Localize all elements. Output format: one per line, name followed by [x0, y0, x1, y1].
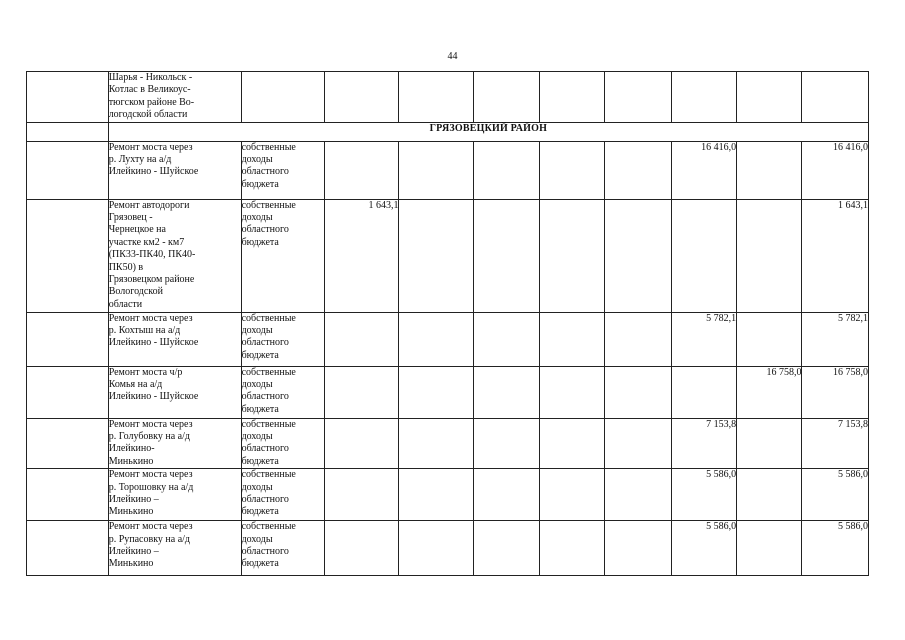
table-cell	[605, 418, 671, 469]
table-cell	[27, 122, 109, 141]
budget-table	[26, 71, 869, 576]
table-cell	[473, 521, 539, 576]
table-cell	[241, 312, 325, 366]
table-cell	[737, 418, 802, 469]
table-row	[27, 72, 869, 123]
value-cell: 1 643,1	[368, 199, 399, 211]
table-cell	[737, 366, 802, 418]
table-cell	[802, 366, 869, 418]
value-cell: 5 586,0	[706, 469, 737, 481]
table-cell	[399, 418, 473, 469]
object-name: Ремонт моста через р. Рупасовку на а/д Илейкино – Минькино	[108, 521, 193, 570]
table-cell	[671, 469, 736, 521]
table-cell	[473, 141, 539, 199]
object-name: Ремонт моста через р. Кохтыш на а/д Илейкино - Шуйское	[108, 312, 199, 349]
table-cell	[802, 141, 869, 199]
funding-source: собственные доходы областного бюджета	[241, 418, 296, 467]
table-cell	[671, 141, 736, 199]
funding-source: собственные доходы областного бюджета	[241, 521, 296, 570]
table-row	[27, 366, 869, 418]
table-cell	[671, 312, 736, 366]
table-cell	[108, 141, 241, 199]
table-cell	[399, 312, 473, 366]
table-cell	[539, 141, 604, 199]
funding-source: собственные доходы областного бюджета	[241, 366, 296, 415]
table-cell	[27, 366, 109, 418]
total-cell: 16 416,0	[833, 141, 868, 153]
table-cell	[671, 199, 736, 312]
table-cell	[539, 199, 604, 312]
table-cell	[473, 312, 539, 366]
table-cell	[399, 72, 473, 123]
table-cell	[737, 521, 802, 576]
funding-source: собственные доходы областного бюджета	[241, 199, 296, 248]
table-cell	[802, 72, 869, 123]
table-cell	[241, 199, 325, 312]
value-cell: 5 586,0	[706, 521, 737, 533]
table-cell	[399, 521, 473, 576]
table-cell	[108, 72, 241, 123]
section-header-row	[27, 122, 869, 141]
table-cell	[671, 72, 736, 123]
table-cell	[241, 469, 325, 521]
object-name: Ремонт моста ч/р Комья на а/д Илейкино - Шуйское	[108, 366, 199, 403]
table-cell	[802, 312, 869, 366]
table-cell	[325, 312, 399, 366]
table-cell	[108, 521, 241, 576]
table-cell	[802, 418, 869, 469]
total-cell: 5 586,0	[838, 521, 868, 533]
table-cell	[605, 312, 671, 366]
table-cell	[399, 141, 473, 199]
table-cell	[325, 366, 399, 418]
table-cell	[325, 141, 399, 199]
total-cell: 1 643,1	[838, 199, 868, 211]
value-cell: 16 416,0	[701, 141, 737, 153]
object-name: Ремонт моста через р. Голубовку на а/д Илейкино- Минькино	[108, 418, 193, 467]
table-cell	[399, 469, 473, 521]
table-cell	[27, 141, 109, 199]
table-cell	[539, 469, 604, 521]
table-cell	[27, 418, 109, 469]
section-title: ГРЯЗОВЕЦКИЙ РАЙОН	[108, 122, 868, 141]
total-cell: 5 586,0	[838, 469, 868, 481]
table-cell	[671, 418, 736, 469]
table-row	[27, 418, 869, 469]
table-cell	[605, 521, 671, 576]
table-cell	[671, 521, 736, 576]
table-cell	[605, 469, 671, 521]
value-cell: 5 782,1	[706, 312, 737, 324]
table-cell	[108, 469, 241, 521]
table-cell	[325, 418, 399, 469]
table-row	[27, 199, 869, 312]
table-cell	[539, 366, 604, 418]
funding-source: собственные доходы областного бюджета	[241, 469, 296, 518]
table-cell	[539, 418, 604, 469]
table-row	[27, 469, 869, 521]
value-cell: 16 758,0	[766, 366, 802, 378]
table-cell	[473, 418, 539, 469]
table-cell	[108, 199, 241, 312]
table-cell	[27, 521, 109, 576]
table-row	[27, 141, 869, 199]
funding-source: собственные доходы областного бюджета	[241, 141, 296, 190]
object-name: Ремонт автодороги Грязовец - Чернецкое на участке км2 - км7 (ПК33-ПК40, ПК40- ПК50) в Грязовецком районе Вологодской области	[108, 199, 196, 310]
table-cell	[737, 469, 802, 521]
table-row	[27, 312, 869, 366]
table-cell	[399, 366, 473, 418]
table-cell	[108, 312, 241, 366]
table-cell	[108, 366, 241, 418]
table-cell	[737, 141, 802, 199]
table-cell	[241, 366, 325, 418]
table-cell	[241, 141, 325, 199]
object-name: Шарья - Никольск - Котлас в Великоус- тюгском районе Во- логодской области	[108, 72, 195, 121]
table-cell	[473, 72, 539, 123]
page-number: 44	[447, 51, 458, 62]
table-cell	[539, 72, 604, 123]
table-cell	[802, 469, 869, 521]
table-cell	[473, 366, 539, 418]
table-cell	[473, 469, 539, 521]
funding-source: собственные доходы областного бюджета	[241, 312, 296, 361]
object-name: Ремонт моста через р. Торошовку на а/д Илейкино – Минькино	[108, 469, 194, 518]
table-cell	[325, 521, 399, 576]
table-cell	[27, 469, 109, 521]
table-row	[27, 521, 869, 576]
table-cell	[737, 72, 802, 123]
table-cell	[539, 312, 604, 366]
table-cell	[241, 72, 325, 123]
table-cell	[539, 521, 604, 576]
table-cell	[241, 418, 325, 469]
total-cell: 16 758,0	[833, 366, 868, 378]
value-cell: 7 153,8	[706, 418, 737, 430]
table-cell	[27, 72, 109, 123]
table-cell	[27, 312, 109, 366]
table-cell	[605, 199, 671, 312]
table-cell	[473, 199, 539, 312]
table-cell	[737, 312, 802, 366]
table-cell	[325, 469, 399, 521]
table-cell	[802, 199, 869, 312]
table-cell	[737, 199, 802, 312]
table-cell	[325, 199, 399, 312]
total-cell: 5 782,1	[838, 312, 868, 324]
table-cell	[325, 72, 399, 123]
table-cell	[605, 141, 671, 199]
total-cell: 7 153,8	[838, 418, 868, 430]
object-name: Ремонт моста через р. Лухту на а/д Илейкино - Шуйское	[108, 141, 199, 178]
table-cell	[605, 72, 671, 123]
table-cell	[605, 366, 671, 418]
table-cell	[108, 418, 241, 469]
table-cell	[241, 521, 325, 576]
table-cell	[27, 199, 109, 312]
table-cell	[802, 521, 869, 576]
table-cell	[399, 199, 473, 312]
table-cell	[671, 366, 736, 418]
